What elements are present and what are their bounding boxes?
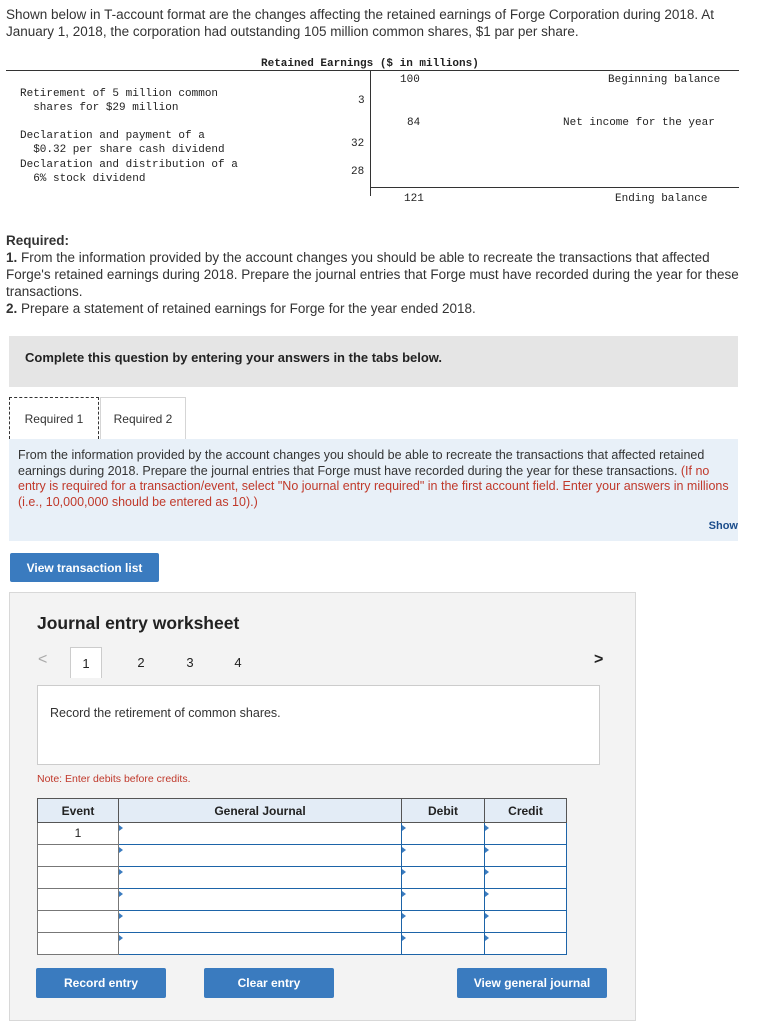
event-cell [38,911,119,933]
credit-label: Beginning balance [608,74,721,86]
table-row [38,867,567,889]
show-link[interactable]: Show [708,520,738,532]
view-transaction-list-button[interactable]: View transaction list [10,553,159,582]
chevron-left-icon[interactable]: < [38,651,48,668]
worksheet-page-1[interactable]: 1 [70,647,102,678]
debit-label-line: 6% stock dividend [20,173,146,185]
instructions-note: (If no entry is required for a transaction/event, select "No journal entry required" in the first account field. Enter your answers in millions (i.e., 10,000,000 should be entered as 10).) [18,463,729,509]
debit-input[interactable] [402,845,485,867]
credit-label: Net income for the year [563,117,715,129]
credit-input[interactable] [485,867,567,889]
event-cell [38,845,119,867]
debit-label-line: $0.32 per share cash dividend [20,144,225,156]
record-entry-button[interactable]: Record entry [36,968,166,998]
tab-required-1[interactable]: Required 1 [9,397,99,439]
transaction-description: Record the retirement of common shares. [37,685,600,765]
ending-balance-amount: 121 [404,193,424,205]
clear-entry-button[interactable]: Clear entry [204,968,334,998]
credit-input[interactable] [485,889,567,911]
worksheet-page-4[interactable]: 4 [234,654,242,670]
required-2: 2. Prepare a statement of retained earnings for Forge for the year ended 2018. [6,301,476,316]
debit-input[interactable] [402,867,485,889]
debit-label-line: Declaration and distribution of a [20,159,238,171]
account-input[interactable] [119,845,402,867]
worksheet-page-2[interactable]: 2 [137,654,145,670]
credit-amount: 100 [400,74,420,86]
instructions-banner [9,336,738,387]
journal-table [37,798,567,955]
debit-input[interactable] [402,823,485,845]
worksheet-title: Journal entry worksheet [37,613,240,633]
problem-intro: Shown below in T-account format are the changes affecting the retained earnings of Forge Corporation during 2018. At January 1, 2018, the corporation had outstanding 105 million common shares, $1 par per share. [6,7,714,39]
ending-balance-label: Ending balance [615,193,708,205]
account-input[interactable] [119,933,402,955]
credit-input[interactable] [485,823,567,845]
account-input[interactable] [119,823,402,845]
t-account-title: Retained Earnings ($ in millions) [261,58,479,70]
column-header-event: Event [38,799,119,823]
debit-amount: 28 [351,166,365,178]
table-row [38,845,567,867]
required-1: 1. From the information provided by the account changes you should be able to recreate the transactions that affected Forge's retained earnings during 2018. Prepare the journal entries that Forge must have recorded during the year for these transactions. [6,250,739,299]
debit-label-line: Declaration and payment of a [20,130,205,142]
column-header-credit: Credit [485,799,567,823]
account-input[interactable] [119,889,402,911]
credit-input[interactable] [485,845,567,867]
journal-entry-worksheet [9,592,636,1021]
t-account-divider [370,70,371,196]
event-cell [38,867,119,889]
debit-amount: 3 [358,95,365,107]
tab-instructions [9,439,738,541]
required-heading: Required: [6,233,70,248]
t-account-ending-line [370,187,739,188]
table-row [38,933,567,955]
credit-amount: 84 [407,117,421,129]
debit-input[interactable] [402,933,485,955]
view-general-journal-button[interactable]: View general journal [457,968,607,998]
debit-label-line: Retirement of 5 million common [20,88,219,100]
event-cell [38,933,119,955]
instructions-text: From the information provided by the account changes you should be able to recreate the transactions that affected retained earnings during 2018. Prepare the journal entries that Forge must have recorded during the year for these transactions. [18,448,705,478]
chevron-right-icon[interactable]: > [594,651,604,668]
tab-required-2[interactable]: Required 2 [100,397,186,439]
debit-input[interactable] [402,889,485,911]
debit-input[interactable] [402,911,485,933]
column-header-general-journal: General Journal [119,799,402,823]
table-row [38,823,567,845]
worksheet-page-3[interactable]: 3 [186,654,194,670]
credit-input[interactable] [485,911,567,933]
t-account-top-line [6,70,739,71]
required-section [6,232,751,317]
credit-input[interactable] [485,933,567,955]
table-row [38,889,567,911]
event-cell [38,889,119,911]
debit-label-line: shares for $29 million [20,102,179,114]
retained-earnings-t-account [6,56,739,212]
debits-note: Note: Enter debits before credits. [37,773,191,785]
banner-text: Complete this question by entering your answers in the tabs below. [25,350,443,365]
debit-amount: 32 [351,138,365,150]
table-row [38,911,567,933]
account-input[interactable] [119,911,402,933]
event-cell: 1 [38,823,119,845]
account-input[interactable] [119,867,402,889]
column-header-debit: Debit [402,799,485,823]
